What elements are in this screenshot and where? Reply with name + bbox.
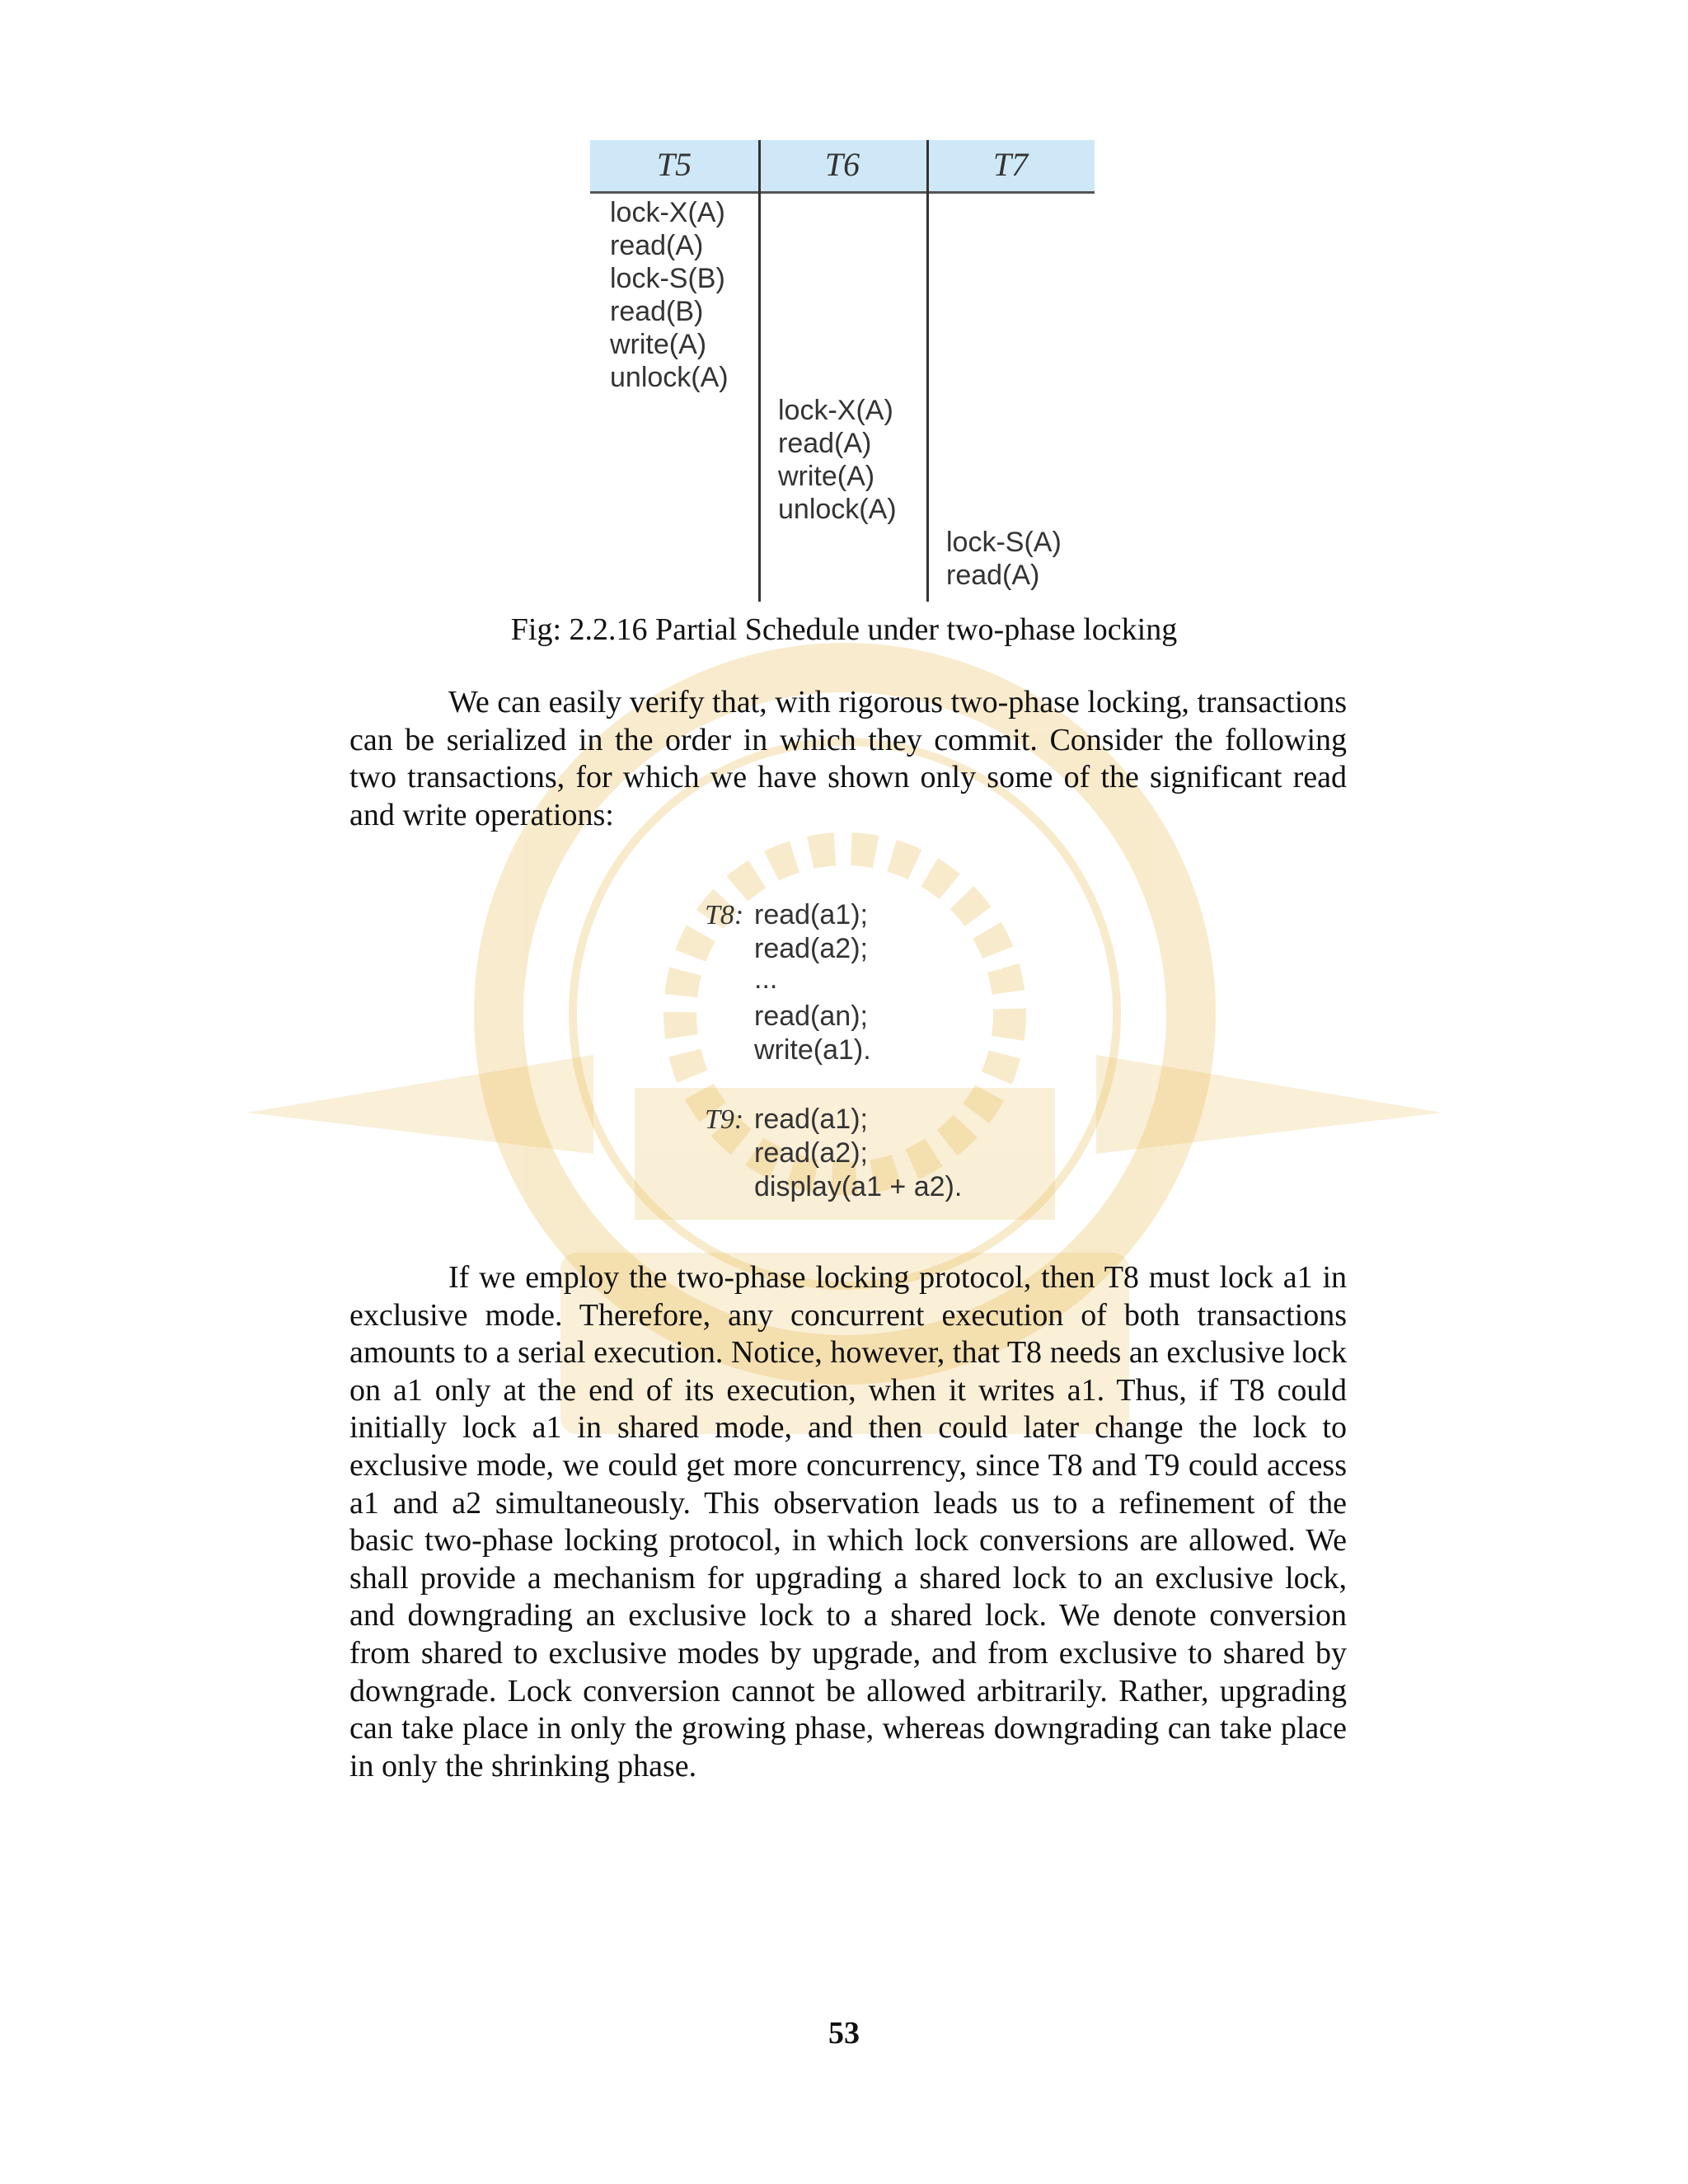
column-divider <box>758 140 761 602</box>
t9-label: T9: <box>705 1104 744 1135</box>
paragraph-text: We can easily verify that, with rigorous two-phase locking, transactions can be serialized in the order in which they commit. Consider the following two transactions, for which we have shown only some of the significant read and write operations: <box>349 685 1347 832</box>
t7-op: lock-S(A) <box>946 527 1062 558</box>
t8-line: read(a1); <box>754 899 868 930</box>
paragraph-lock-conversion <box>349 1259 1347 1785</box>
t5-op: lock-S(B) <box>610 263 725 294</box>
t8-line: ... <box>754 963 778 995</box>
t8-label: T8: <box>705 900 744 930</box>
t5-op: unlock(A) <box>610 362 729 393</box>
t6-op: read(A) <box>778 428 872 459</box>
t8-line: read(an); <box>754 1001 868 1032</box>
schedule-header <box>590 140 1095 194</box>
transaction-t9-block <box>705 1103 1051 1210</box>
t9-line: display(a1 + a2). <box>754 1171 963 1202</box>
paragraph-rigorous-2pl <box>349 684 1347 834</box>
t9-line: read(a2); <box>754 1137 868 1169</box>
header-t5: T5 <box>656 146 692 183</box>
t6-op: lock-X(A) <box>778 395 893 426</box>
t6-op: unlock(A) <box>778 494 897 525</box>
partial-schedule-figure <box>590 140 1095 602</box>
t5-op: lock-X(A) <box>610 197 725 228</box>
t6-op: write(A) <box>778 461 875 492</box>
header-t7: T7 <box>992 146 1029 183</box>
t8-line: write(a1). <box>754 1034 871 1066</box>
t9-line: read(a1); <box>754 1104 868 1135</box>
page-number: 53 <box>828 2016 860 2050</box>
header-t6: T6 <box>824 146 860 183</box>
t5-op: write(A) <box>610 329 707 360</box>
t7-op: read(A) <box>946 560 1040 591</box>
transaction-t8-block <box>705 898 1034 1076</box>
column-divider <box>926 140 929 602</box>
t8-line: read(a2); <box>754 933 868 964</box>
paragraph-text: If we employ the two-phase locking protocol, then T8 must lock a1 in exclusive mode. Therefore, any concurrent execution of both transactions amounts to a serial execution. Notice, however, that T8 needs an exclusive lock on a1 only at the end of its execution, when it writes a1. Thus, if T8 could initially lock a1 in shared mode, and then could later change the lock to exclusive mode, we could get more concurrency, since T8 and T9 could access a1 and a2 simultaneously. This observation leads us to a refinement of the basic two-phase locking protocol, in which lock conversions are allowed. We shall provide a mechanism for upgrading a shared lock to an exclusive lock, and downgrading an exclusive lock to a shared lock. We denote conversion from shared to exclusive modes by upgrade, and from exclusive to shared by downgrade. Lock conversion cannot be allowed arbitrarily. Rather, upgrading can take place in only the growing phase, whereas downgrading can take place in only the shrinking phase. <box>349 1260 1347 1783</box>
t5-op: read(A) <box>610 230 704 261</box>
t5-op: read(B) <box>610 296 704 327</box>
figure-caption: Fig: 2.2.16 Partial Schedule under two-phase locking <box>510 612 1178 647</box>
